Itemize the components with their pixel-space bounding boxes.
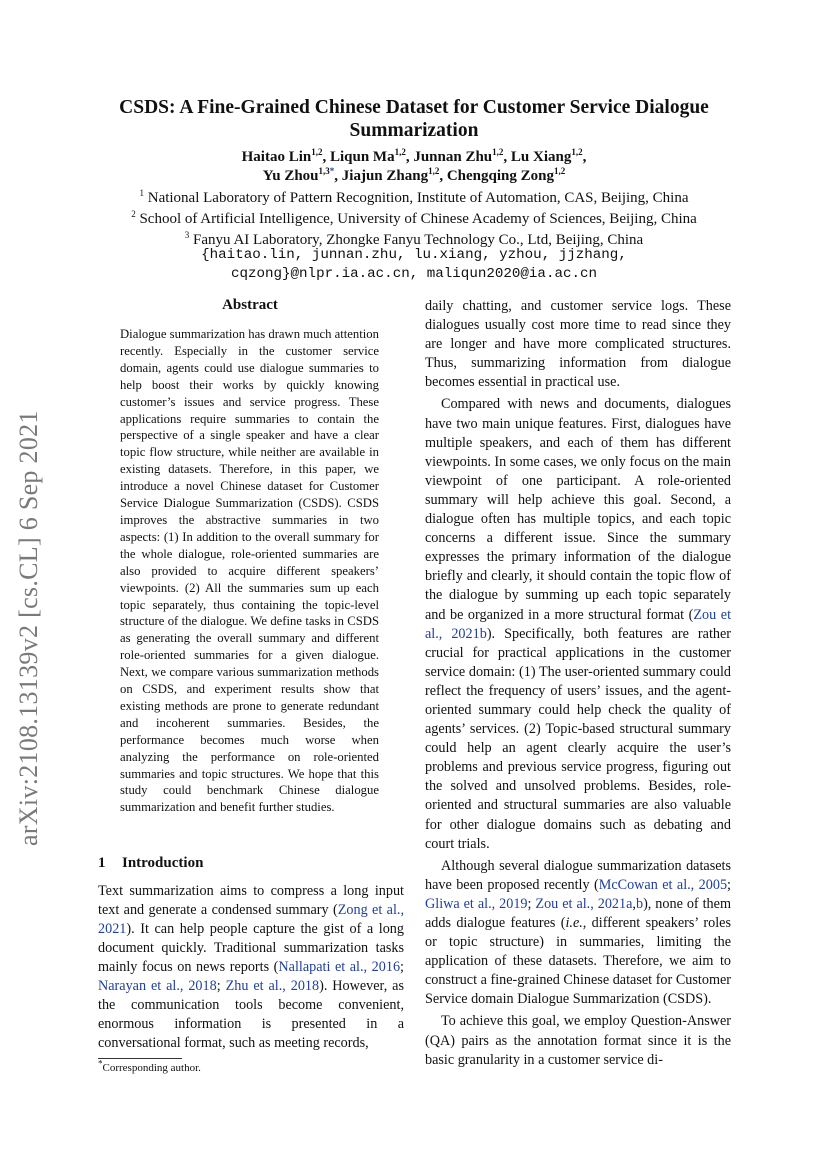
- citation-link[interactable]: Nallapati et al., 2016: [278, 959, 401, 975]
- citation-link[interactable]: Gliwa et al., 2019: [425, 895, 528, 912]
- arxiv-identifier: arXiv:2108.13139v2 [cs.CL] 6 Sep 2021: [14, 410, 43, 846]
- author-name: Yu Zhou: [262, 168, 319, 184]
- paper-title: CSDS: A Fine-Grained Chinese Dataset for Customer Service Dialogue Summarization: [119, 97, 709, 141]
- author-list: Haitao Lin$^{1,2}$, Liqun Ma$^{1,2}$, Junnan Zhu$^{1,2}$, Lu Xiang$^{1,2}$, Yu Zhou$^{1,3*}$, Jiajun Zhang$^{1,2}$, Chengqing Zong$^{1,2}$: [241, 147, 587, 184]
- citation-link[interactable]: McCowan et al., 2005: [598, 876, 728, 893]
- citation-link[interactable]: Zou et al., 2021a: [535, 895, 633, 912]
- affiliations: [60, 188, 768, 251]
- abstract-body: Dialogue summarization has drawn much attention recently. Especially in the customer service domain, agents could use dialogue summaries to help boost their works by quickly knowing customer’s issues and service progress. These applications require summaries to contain the perspective of a single speaker and have a clear topic flow structure, while neither are available in existing datasets. Therefore, in this paper, we introduce a novel Chinese dataset for Customer Service Dialogue Summarization (CSDS). CSDS improves the abstractive summaries in two aspects: (1) In addition to the overall summary for the whole dialogue, role-oriented summaries are also provided to acquire different speakers’ viewpoints. (2) All the summaries sum up each topic separately, thus containing the topic-level structure of the dialogue. We define tasks in CSDS as generating the overall summary and different role-oriented summaries for a given dialogue. Next, we compare various summarization methods on CSDS, and experiment results show that existing methods are prone to generate redundant and incoherent summaries. Besides, the performance becomes much worse when analyzing the performance on role-oriented summaries and topic structures. We hope that this study could benchmark Chinese dialogue summarization and benefit further studies.: [120, 327, 379, 815]
- section-heading-introduction: 1 Introduction: [98, 855, 204, 871]
- author-name: Liqun Ma: [329, 149, 395, 165]
- body-paragraph: daily chatting, and customer service logs. These dialogues usually cost more time to read since they are longer and have more complicated structures. Thus, summarizing information from dialogue becomes essential in practical use.: [425, 298, 731, 391]
- intro-paragraph: Text summarization aims to compress a long input text and generate a condensed summary (Zong et al., 2021). It can help people capture the gist of a long document quickly. Traditional summarization tasks mainly focus on news reports (Nallapati et al., 2016; Narayan et al., 2018; Zhu et al., 2018). However, as the communication tools become convenient, enormous information is presented in a conversational format, such as meeting records,: [98, 883, 404, 1051]
- author-name: Haitao Lin: [241, 149, 312, 165]
- body-paragraph: Although several dialogue summarization datasets have been proposed recently (McCowan et al., 2005; Gliwa et al., 2019; Zou et al., 2021a,b), none of them adds dialogue features (i.e., different speakers’ roles or topic structure) in summaries, limiting the application of these datasets. Therefore, we aim to construct a fine-grained Chinese dataset for Customer Service domain Dialogue Summarization (CSDS).: [425, 857, 731, 1008]
- affiliation: $^2$ School of Artificial Intelligence, University of Chinese Academy of Sciences, Beijing, China: [131, 209, 697, 227]
- citation-link[interactable]: b: [635, 895, 644, 912]
- citation-link[interactable]: Zou et al., 2021b: [425, 606, 732, 642]
- abstract-heading: Abstract: [222, 297, 278, 313]
- body-paragraph: To achieve this goal, we employ Question-Answer (QA) pairs as the annotation format since it is the basic granularity in a customer service di-: [425, 1013, 731, 1068]
- footnote-divider: [98, 1058, 182, 1059]
- citation-link[interactable]: Narayan et al., 2018: [98, 978, 217, 994]
- footnote: *Corresponding author.: [98, 1058, 201, 1074]
- right-column: [425, 297, 731, 1073]
- affiliation: $^1$ National Laboratory of Pattern Recognition, Institute of Automation, CAS, Beijing, China: [139, 188, 689, 206]
- author-name: Jiajun Zhang: [341, 168, 429, 184]
- author-emails: {haitao.lin, junnan.zhu, lu.xiang, yzhou, jjzhang, cqzong}@nlpr.ia.ac.cn, maliqun2020@ia.ac.cn: [201, 247, 627, 282]
- corresponding-author-link[interactable]: *: [329, 166, 335, 176]
- citation-link[interactable]: Zhu et al., 2018: [225, 978, 320, 994]
- citation-link[interactable]: Zong et al., 2021: [98, 902, 404, 937]
- author-name: Chengqing Zong: [446, 168, 554, 184]
- affiliation: $^3$ Fanyu AI Laboratory, Zhongke Fanyu Technology Co., Ltd, Beijing, China: [184, 230, 644, 248]
- author-name: Junnan Zhu: [413, 149, 493, 165]
- author-name: Lu Xiang: [510, 149, 572, 165]
- body-paragraph: Compared with news and documents, dialogues have two main unique features. First, dialogues have multiple speakers, and each of them has different viewpoints. In some cases, we only focus on the main viewpoint of one participant. A role-oriented summary will help achieve this goal. Second, a dialogue often has multiple topics, and each topic concerns a different issue. Since the summary expresses the primary information of the dialogue briefly and clearly, it should contain the topic flow of the dialogue by summing up each topic separately and be organized in a more structural format (Zou et al., 2021b). Specifically, both features are rather crucial for practical applications in the customer service domain: (1) The user-oriented summary could reflect the frequency of users’ issues, and the agent-oriented summary could help check the quality of agents’ services. (2) Topic-based structural summary could help an agent clearly acquire the user’s problems and previous service progress, figuring out the solved and unsolved problems. Besides, role-oriented and structural summaries are also valuable for other dialogue domains such as debating and court trials.: [425, 396, 732, 852]
